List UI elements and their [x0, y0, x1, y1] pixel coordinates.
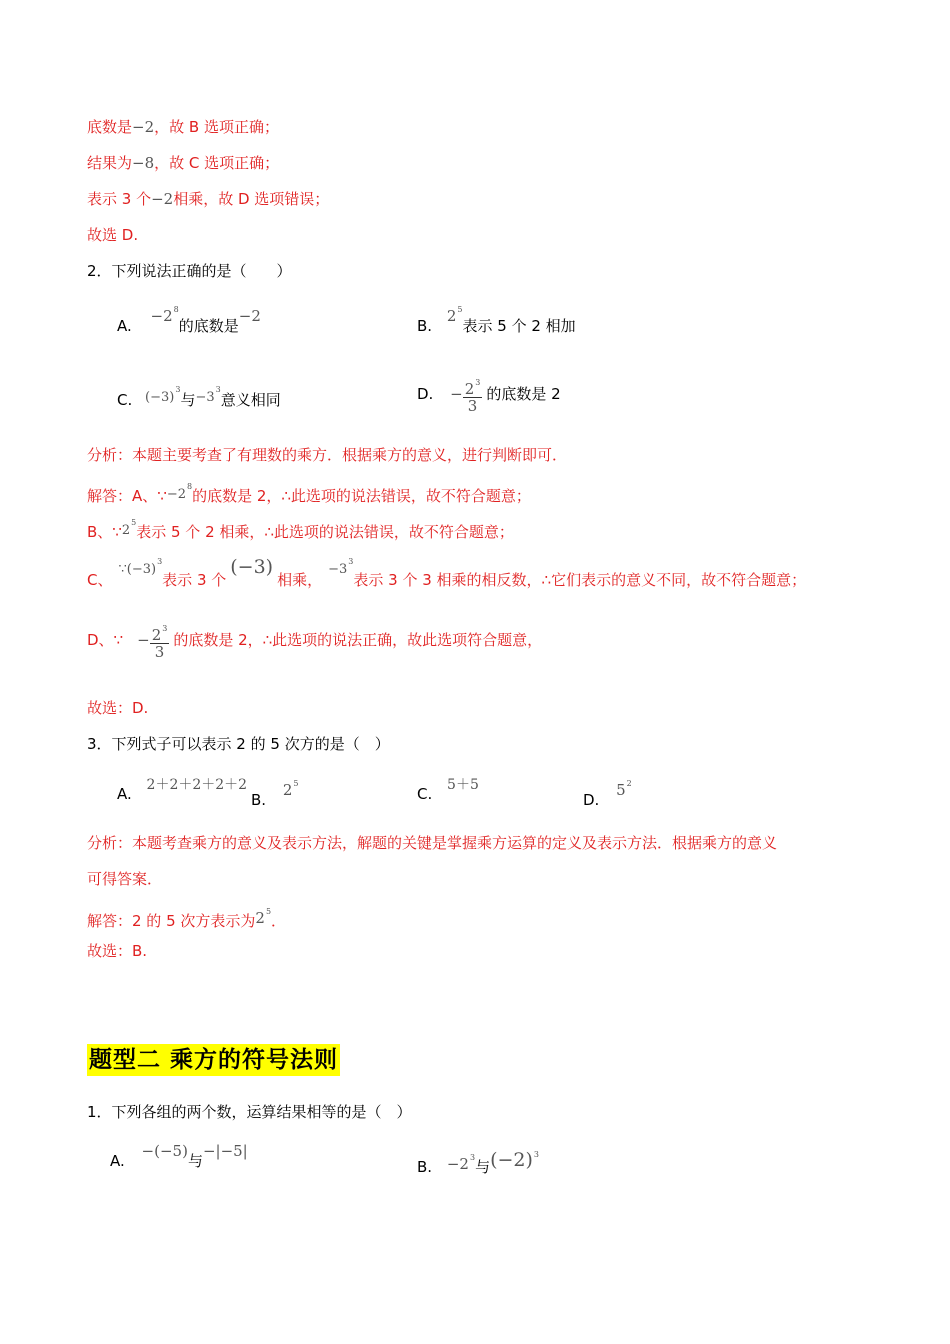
- q2-analysis: 分析：本题主要考查了有理数的乘方．根据乘方的意义，进行判断即可．: [87, 446, 568, 464]
- q2-choice: 故选：D.: [87, 699, 149, 717]
- text: 表示 5 个 2 相乘，∴此选项的说法错误，故不符合题意；: [136, 523, 514, 541]
- option-letter: A.: [110, 1152, 125, 1170]
- text: 相乘，: [277, 571, 323, 589]
- q3-stem: 3．下列式子可以表示 2 的 5 次方的是（ ）: [87, 735, 390, 753]
- prev-choice: 故选 D.: [87, 226, 139, 244]
- text: 与: [187, 1152, 203, 1170]
- text: 与: [475, 1158, 491, 1176]
- text: 解答：A、∵: [87, 487, 167, 505]
- q2-option-a: [117, 305, 261, 336]
- q3-analysis-line-2: 可得答案．: [87, 870, 163, 888]
- math-exp: 8: [173, 305, 179, 314]
- math-fraction: [463, 375, 483, 414]
- text: 的底数是 2: [486, 385, 561, 403]
- text: 表示 3 个: [162, 571, 227, 589]
- math-exp: 3: [157, 557, 163, 566]
- math-expr: −2: [151, 190, 174, 208]
- option-letter: A.: [117, 785, 132, 803]
- math-base: 2: [255, 909, 265, 927]
- q3-option-a: [117, 777, 248, 805]
- q3-analysis-line-1: 分析：本题考查乘方的意义及表示方法，解题的关键是掌握乘方运算的定义及表示方法．根据乘方的意义: [87, 834, 778, 852]
- math-expr: [490, 1149, 539, 1171]
- fraction-denominator: 3: [467, 397, 478, 415]
- text: ，故 B 选项正确；: [154, 118, 279, 136]
- text: 相乘，故 D 选项错误；: [173, 190, 330, 208]
- math-base: 2: [151, 626, 162, 644]
- text: ，故 C 选项正确；: [154, 154, 280, 172]
- math-expr: [118, 557, 163, 577]
- math-expr: [283, 781, 299, 799]
- math-expr: −|−5|: [202, 1142, 248, 1160]
- math-base: −2: [166, 487, 186, 502]
- math-exp: 3: [475, 378, 481, 387]
- q2-answer-d: [87, 615, 542, 665]
- option-letter: D.: [417, 385, 434, 403]
- math-because: ∵: [118, 562, 127, 577]
- math-expr: [166, 482, 193, 502]
- math-exp: 3: [469, 1153, 476, 1162]
- s2-q1-stem: 1．下列各组的两个数，运算结果相等的是（ ）: [87, 1103, 412, 1121]
- math-expr: −8: [132, 154, 155, 172]
- math-expr: [328, 557, 354, 577]
- math-expr: 2＋2＋2＋2＋2: [146, 777, 248, 793]
- math-exp: 2: [626, 779, 632, 788]
- math-expr: [195, 385, 221, 405]
- text: ．: [271, 912, 287, 930]
- q2-stem: 2．下列说法正确的是（ ）: [87, 262, 292, 280]
- math-base: 2: [464, 380, 475, 398]
- math-expr: [121, 518, 137, 538]
- math-base: −3: [328, 562, 348, 577]
- fraction-numerator: [150, 621, 170, 644]
- math-base: 5: [616, 781, 626, 799]
- text: 表示 3 个: [87, 190, 152, 208]
- q2-answer-b: [87, 516, 514, 544]
- math-expr: [616, 781, 632, 799]
- text: 结果为: [87, 154, 133, 172]
- math-exp: 3: [175, 385, 181, 394]
- q2-option-c: [117, 384, 281, 412]
- math-expr: −2: [132, 118, 155, 136]
- s2-q1-option-a: [110, 1142, 248, 1171]
- prev-line-1: [87, 117, 279, 137]
- prev-line-3: [87, 189, 329, 209]
- text: 与: [180, 391, 196, 409]
- math-exp: 8: [186, 482, 193, 491]
- math-base: (−2): [490, 1149, 533, 1171]
- math-expr: [145, 385, 181, 405]
- q2-answer-a: [87, 480, 531, 508]
- fraction-denominator: 3: [154, 643, 165, 661]
- text: 底数是: [87, 118, 133, 136]
- q2-option-d: [417, 370, 561, 418]
- text: 解答：2 的 5 次方表示为: [87, 912, 256, 930]
- option-letter: B.: [417, 1158, 433, 1176]
- option-letter: C.: [417, 785, 433, 803]
- math-base: 2: [446, 307, 457, 325]
- q2-answer-c: [87, 556, 807, 592]
- text: 的底数是 2，∴此选项的说法错误，故不符合题意；: [192, 487, 531, 505]
- math-exp: 3: [215, 385, 221, 394]
- option-letter: B.: [417, 317, 433, 335]
- math-minus: −: [137, 631, 150, 649]
- text: 表示 5 个 2 相加: [462, 317, 576, 335]
- math-expr: [255, 909, 271, 927]
- math-exp: 3: [533, 1150, 540, 1159]
- option-letter: A.: [117, 317, 132, 335]
- q3-option-c: [417, 777, 479, 805]
- option-letter: C.: [117, 391, 133, 409]
- math-expr: [447, 1155, 475, 1173]
- math-expr: (−3): [230, 556, 274, 578]
- text: D、∵: [87, 631, 124, 649]
- math-expr: [151, 307, 179, 325]
- math-base: −3: [195, 390, 215, 405]
- q3-choice: 故选：B.: [87, 942, 148, 960]
- math-exp: 5: [457, 305, 463, 314]
- text: 的底数是: [178, 317, 239, 335]
- math-expr: 5＋5: [447, 777, 479, 793]
- math-base: −2: [150, 307, 173, 325]
- math-base: (−3): [145, 390, 175, 405]
- math-exp: 3: [348, 557, 354, 566]
- math-base: (−3): [126, 562, 157, 577]
- option-letter: B.: [251, 791, 267, 809]
- text: 意义相同: [220, 391, 281, 409]
- math-base: 2: [121, 523, 131, 538]
- math-fraction: [150, 621, 170, 660]
- math-minus: −: [450, 385, 463, 403]
- fraction-numerator: [463, 375, 483, 398]
- math-exp: 3: [162, 624, 168, 633]
- option-letter: D.: [583, 791, 600, 809]
- prev-line-2: [87, 153, 279, 173]
- math-exp: 5: [293, 779, 299, 788]
- text: B、∵: [87, 523, 122, 541]
- math-expr: [447, 307, 463, 325]
- s2-q1-option-b: [417, 1151, 539, 1177]
- q3-option-d: [583, 779, 632, 810]
- math-exp: 5: [265, 907, 272, 916]
- math-base: 2: [282, 781, 293, 799]
- math-exp: 5: [131, 518, 137, 527]
- math-base: −2: [446, 1155, 469, 1173]
- text: C、: [87, 571, 113, 589]
- text: 表示 3 个 3 相乘的相反数，∴它们表示的意义不同，故不符合题意；: [353, 571, 807, 589]
- math-expr: −2: [238, 307, 261, 325]
- math-expr: −(−5): [141, 1142, 188, 1160]
- q2-option-b: [417, 305, 576, 336]
- text: 的底数是 2，∴此选项的说法正确，故此选项符合题意，: [173, 631, 543, 649]
- section-title: 题型二 乘方的符号法则: [87, 1044, 340, 1076]
- q3-answer: [87, 905, 286, 931]
- q3-option-b: [251, 779, 299, 810]
